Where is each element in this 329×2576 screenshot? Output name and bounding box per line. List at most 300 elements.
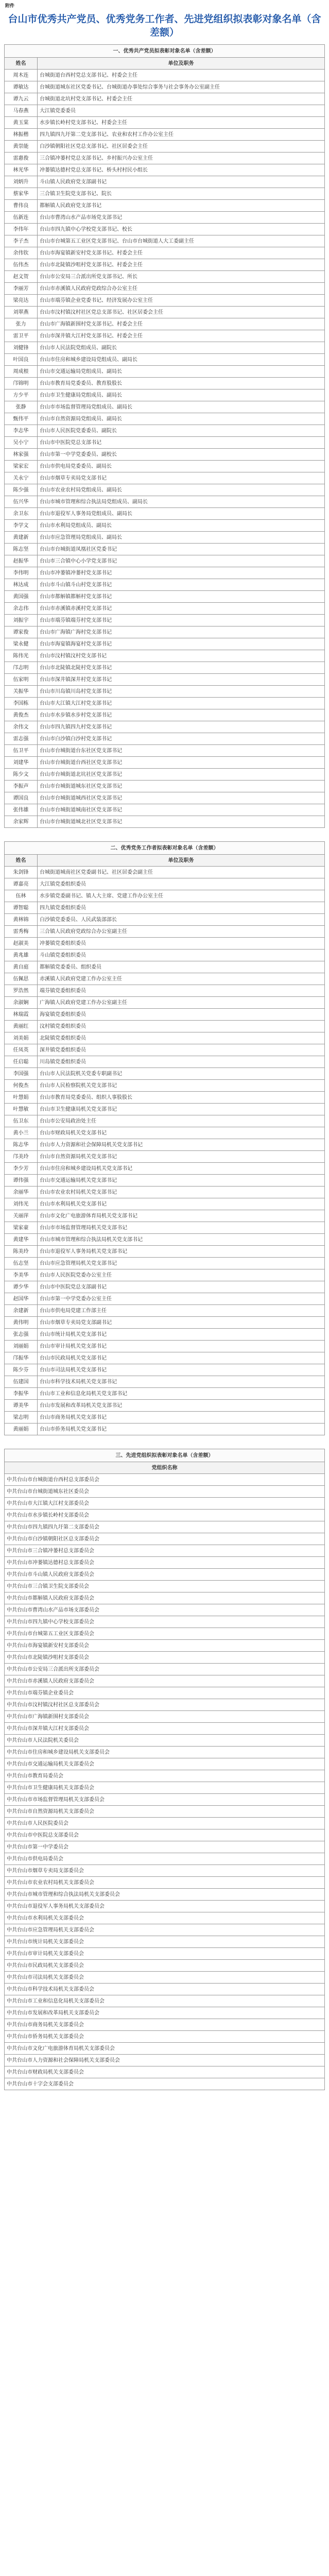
person-position: 台山市第一中学党委委员、副校长 xyxy=(38,449,325,461)
table-row xyxy=(5,81,325,93)
person-position: 台山市自然资源局党组成员、副局长 xyxy=(38,413,325,425)
person-name: 关永宁 xyxy=(5,472,38,484)
table-row xyxy=(5,366,325,378)
organization-name: 中共台山市供电局委员会 xyxy=(5,1853,325,1865)
person-name: 李国栋 xyxy=(5,698,38,709)
person-name: 张静 xyxy=(5,401,38,413)
table-row xyxy=(5,1829,325,1841)
person-position: 台城街道台西村党总支部书记、村委会主任 xyxy=(38,70,325,81)
person-position: 三合镇冲蒌村党总支部书记、乡村振兴办公室主任 xyxy=(38,152,325,164)
table-row xyxy=(5,757,325,769)
organization-name: 中共台山市都斛镇人民政府支部委员会 xyxy=(5,1592,325,1604)
organization-name: 中共台山市曹湾山水产品市场支部委员会 xyxy=(5,1604,325,1616)
party-organizations-table xyxy=(4,1449,325,2090)
person-position: 台山市广海镇广海村党支部书记 xyxy=(38,626,325,638)
table-row xyxy=(5,1652,325,1664)
person-position: 台山市水利局党组成员、副局长 xyxy=(38,520,325,532)
table-row xyxy=(5,1352,325,1364)
column-header-name: 姓名 xyxy=(5,855,38,867)
table-row xyxy=(5,1246,325,1258)
party-members-table xyxy=(4,44,325,828)
table-row xyxy=(5,950,325,961)
table-row xyxy=(5,985,325,997)
person-position: 台山市发展和改革局机关党支部书记 xyxy=(38,1400,325,1412)
table-row xyxy=(5,1234,325,1246)
person-name: 叶慧敏 xyxy=(5,1104,38,1115)
person-name: 余伟钦 xyxy=(5,247,38,259)
table-row xyxy=(5,105,325,117)
person-name: 伍佩思 xyxy=(5,973,38,985)
organization-name: 中共台山市商务局机关支部委员会 xyxy=(5,2019,325,2031)
person-name: 刘建华 xyxy=(5,757,38,769)
person-position: 端芬镇党委组织委员 xyxy=(38,985,325,997)
table-row xyxy=(5,709,325,721)
table-row xyxy=(5,1139,325,1151)
table-row xyxy=(5,973,325,985)
person-name: 伍卫平 xyxy=(5,745,38,757)
person-position: 台山市海宴镇新安村党支部书记、村委会主任 xyxy=(38,247,325,259)
table-row xyxy=(5,1092,325,1104)
table-row xyxy=(5,413,325,425)
table-row xyxy=(5,1592,325,1604)
person-name: 林振楷 xyxy=(5,129,38,141)
person-name: 刘伟光 xyxy=(5,1198,38,1210)
table-row xyxy=(5,1960,325,1972)
table-row xyxy=(5,1557,325,1569)
table-row xyxy=(5,1281,325,1293)
table-row xyxy=(5,1269,325,1281)
person-position: 台山市汶村镇汶村党支部书记 xyxy=(38,650,325,662)
person-name: 伍卫东 xyxy=(5,1115,38,1127)
person-name: 余家辉 xyxy=(5,816,38,828)
person-name: 梁家宏 xyxy=(5,461,38,472)
person-position: 三合镇卫生院党支部书记、院长 xyxy=(38,188,325,200)
table-row xyxy=(5,926,325,938)
person-position: 台山市冲蒌镇冲蒌村党支部书记 xyxy=(38,567,325,579)
table-row xyxy=(5,425,325,437)
table-row xyxy=(5,1329,325,1341)
organization-name: 中共台山市发展和改革局机关支部委员会 xyxy=(5,2007,325,2019)
table-row xyxy=(5,283,325,295)
table-row xyxy=(5,472,325,484)
person-position: 台山市城市管理和综合执法局机关党支部书记 xyxy=(38,1234,325,1246)
person-position: 白沙镇朝阳社区党总支部书记、社区居委会主任 xyxy=(38,141,325,152)
person-position: 台山市人民法院党组成员、副院长 xyxy=(38,342,325,354)
person-name: 余伟文 xyxy=(5,721,38,733)
table-row xyxy=(5,1699,325,1711)
person-name: 邝振华 xyxy=(5,1352,38,1364)
table-row xyxy=(5,1068,325,1080)
section-heading: 二、优秀党务工作者拟表彰对象名单（含差额） xyxy=(5,842,325,855)
table-row xyxy=(5,389,325,401)
attachment-label: 附件 xyxy=(5,4,15,9)
table-row xyxy=(5,152,325,164)
table-row xyxy=(5,686,325,698)
person-position: 台山市大江镇大江村党支部书记 xyxy=(38,698,325,709)
person-position: 台山市端芬镇企业党委书记、经济发展办公室主任 xyxy=(38,295,325,307)
person-position: 台山市烟草专卖局党支部书记 xyxy=(38,472,325,484)
section-heading: 三、先进党组织拟表彰对象名单（含差额） xyxy=(5,1449,325,1462)
organization-name: 中共台山市交通运输局机关支部委员会 xyxy=(5,1758,325,1770)
table-row xyxy=(5,1924,325,1936)
person-position: 台山市民政局机关党支部书记 xyxy=(38,1352,325,1364)
person-name: 伍志坚 xyxy=(5,1258,38,1269)
table-row xyxy=(5,401,325,413)
table-row xyxy=(5,1021,325,1032)
table-row xyxy=(5,733,325,745)
table-row xyxy=(5,914,325,926)
organization-name: 中共台山市广海镇新围村支部委员会 xyxy=(5,1711,325,1723)
person-name: 黄兆雄 xyxy=(5,950,38,961)
organization-name: 中共台山市财政局机关支部委员会 xyxy=(5,2066,325,2078)
organization-name: 中共台山市科学技术局机关支部委员会 xyxy=(5,1984,325,1995)
organization-name: 中共台山市文化广电旅游体育局机关支部委员会 xyxy=(5,2043,325,2055)
person-position: 冲蒌镇党委组织委员 xyxy=(38,938,325,950)
table-row xyxy=(5,792,325,804)
person-position: 台山市赤溪镇人民政府党政综合办公室主任 xyxy=(38,283,325,295)
person-name: 谭九云 xyxy=(5,93,38,105)
person-position: 赤溪镇人民政府党建工作办公室主任 xyxy=(38,973,325,985)
table-row xyxy=(5,1222,325,1234)
table-row xyxy=(5,1865,325,1877)
document-title: 台山市优秀共产党员、优秀党务工作者、先进党组织拟表彰对象名单（含差额） xyxy=(8,13,321,38)
person-position: 台山市四九镇中心学校党支部书记、校长 xyxy=(38,224,325,235)
organization-name: 中共台山市退役军人事务局机关支部委员会 xyxy=(5,1901,325,1912)
person-position: 台山市应急管理局党组成员、副局长 xyxy=(38,532,325,544)
person-name: 林瑞霞 xyxy=(5,1009,38,1021)
organization-name: 中共台山市斗山镇人民政府支部委员会 xyxy=(5,1569,325,1581)
table-row xyxy=(5,1044,325,1056)
person-position: 大江镇党委组织委员 xyxy=(38,878,325,890)
party-members-rows xyxy=(5,70,325,828)
table-row xyxy=(5,1901,325,1912)
person-name: 蔡家华 xyxy=(5,188,38,200)
table-row xyxy=(5,141,325,152)
table-row xyxy=(5,1806,325,1818)
table-row xyxy=(5,129,325,141)
person-position: 台山市台城街道城东社区党支部书记 xyxy=(38,781,325,792)
person-name: 陈志华 xyxy=(5,1139,38,1151)
table-row xyxy=(5,1889,325,1901)
person-name: 陈少芬 xyxy=(5,1364,38,1376)
person-name: 吴小宁 xyxy=(5,437,38,449)
table-row xyxy=(5,1317,325,1329)
table-row xyxy=(5,816,325,828)
person-name: 梁家豪 xyxy=(5,1222,38,1234)
person-position: 台山市人民医院党委办公室主任 xyxy=(38,1269,325,1281)
person-position: 四九镇四九圩第二党支部书记、农业和农村工作办公室主任 xyxy=(38,129,325,141)
organization-name: 中共台山市四九镇四九圩第二支部委员会 xyxy=(5,1521,325,1533)
person-position: 台山市教育局党委委员、组织人事股股长 xyxy=(38,1092,325,1104)
person-position: 水步镇党委副书记、镇人大主席、党建工作办公室主任 xyxy=(38,890,325,902)
person-name: 梁亮达 xyxy=(5,295,38,307)
table-row xyxy=(5,1604,325,1616)
table-row xyxy=(5,1175,325,1187)
person-name: 陈志坚 xyxy=(5,544,38,555)
person-position: 台山市工业和信息化局机关党支部书记 xyxy=(38,1388,325,1400)
table-row xyxy=(5,1640,325,1652)
person-name: 陈美玲 xyxy=(5,1246,38,1258)
table-row xyxy=(5,1423,325,1435)
person-name: 黄小兰 xyxy=(5,1127,38,1139)
table-row xyxy=(5,1723,325,1735)
person-position: 汶村镇党委组织委员 xyxy=(38,1021,325,1032)
person-name: 陈少文 xyxy=(5,769,38,781)
table-row xyxy=(5,662,325,674)
table-row xyxy=(5,1581,325,1592)
table-row xyxy=(5,1972,325,1984)
organization-name: 中共台山市海宴镇新安村支部委员会 xyxy=(5,1640,325,1652)
organization-name: 中共台山市司法局机关支部委员会 xyxy=(5,1972,325,1984)
table-row xyxy=(5,295,325,307)
table-row xyxy=(5,1151,325,1163)
table-row xyxy=(5,1984,325,1995)
party-organizations-rows xyxy=(5,1474,325,2090)
person-name: 伍新连 xyxy=(5,212,38,224)
person-position: 台山市公安局三合派出所党支部书记、所长 xyxy=(38,271,325,283)
person-name: 谭嘉亮 xyxy=(5,878,38,890)
person-position: 台山市教育局党委委员、教育股股长 xyxy=(38,378,325,389)
person-position: 广海镇人民政府党建工作办公室副主任 xyxy=(38,997,325,1009)
table-row xyxy=(5,674,325,686)
table-row xyxy=(5,1948,325,1960)
table-row xyxy=(5,200,325,212)
table-row xyxy=(5,1104,325,1115)
organization-name: 中共台山市审计局机关支部委员会 xyxy=(5,1948,325,1960)
person-name: 任启聪 xyxy=(5,1056,38,1068)
organization-name: 中共台山市城市管理和综合执法局机关支部委员会 xyxy=(5,1889,325,1901)
table-row xyxy=(5,2055,325,2066)
person-name: 余丽华 xyxy=(5,1187,38,1198)
person-position: 台山市广海镇新围村党支部书记、村委会主任 xyxy=(38,318,325,330)
person-position: 台山市端芬镇端芬村党支部书记 xyxy=(38,615,325,626)
table-row xyxy=(5,224,325,235)
table-row xyxy=(5,1995,325,2007)
person-position: 台山市商务局机关党支部书记 xyxy=(38,1412,325,1423)
person-name: 陈少强 xyxy=(5,484,38,496)
person-name: 梁志明 xyxy=(5,1412,38,1423)
table-row xyxy=(5,1412,325,1423)
table-row xyxy=(5,449,325,461)
table-row xyxy=(5,890,325,902)
table-row xyxy=(5,1664,325,1675)
person-name: 黄玉棠 xyxy=(5,117,38,129)
person-name: 黄俊杰 xyxy=(5,709,38,721)
person-name: 张力 xyxy=(5,318,38,330)
table-row xyxy=(5,1533,325,1545)
table-row xyxy=(5,961,325,973)
person-position: 斗山镇人民政府党支部副书记 xyxy=(38,176,325,188)
person-name: 谭国良 xyxy=(5,792,38,804)
table-row xyxy=(5,271,325,283)
table-row xyxy=(5,781,325,792)
table-row xyxy=(5,247,325,259)
table-row xyxy=(5,1521,325,1533)
person-position: 台山市退役军人事务局党组成员、副局长 xyxy=(38,508,325,520)
person-position: 台山市交通运输局党组成员、副局长 xyxy=(38,366,325,378)
table-row xyxy=(5,307,325,318)
table-row xyxy=(5,650,325,662)
person-position: 台山市中医院党总支部书记 xyxy=(38,437,325,449)
table-row xyxy=(5,544,325,555)
table-row xyxy=(5,437,325,449)
person-name: 马春燕 xyxy=(5,105,38,117)
table-row xyxy=(5,378,325,389)
column-header-position: 单位及职务 xyxy=(38,58,325,70)
person-name: 赵国华 xyxy=(5,1293,38,1305)
person-position: 台山市供电局党建工作部主任 xyxy=(38,1305,325,1317)
table-row xyxy=(5,1474,325,1486)
table-row xyxy=(5,2066,325,2078)
table-row xyxy=(5,745,325,757)
table-row xyxy=(5,626,325,638)
organization-name: 中共台山市四九镇中心学校支部委员会 xyxy=(5,1616,325,1628)
person-position: 台山市科学技术局机关党支部书记 xyxy=(38,1376,325,1388)
person-name: 伍建国 xyxy=(5,1376,38,1388)
organization-name: 中共台山市市场监督管理局机关支部委员会 xyxy=(5,1794,325,1806)
person-position: 台山市台城街道城北社区党支部书记 xyxy=(38,816,325,828)
table-row xyxy=(5,342,325,354)
table-row xyxy=(5,93,325,105)
table-row xyxy=(5,1616,325,1628)
person-position: 水步镇长岭村党支部书记、村委会主任 xyxy=(38,117,325,129)
person-position: 台山市农业农村局机关党支部书记 xyxy=(38,1187,325,1198)
person-position: 台山市农业农村局党组成员、副局长 xyxy=(38,484,325,496)
person-position: 台山市统计局机关党支部书记 xyxy=(38,1329,325,1341)
table-row xyxy=(5,1341,325,1352)
organization-name: 中共台山市统计局机关支部委员会 xyxy=(5,1936,325,1948)
table-row xyxy=(5,532,325,544)
table-row xyxy=(5,1735,325,1747)
person-position: 台山市卫生健康局机关党支部书记 xyxy=(38,1104,325,1115)
person-position: 三合镇人民政府党政综合办公室副主任 xyxy=(38,926,325,938)
organization-name: 中共台山市自然资源局机关支部委员会 xyxy=(5,1806,325,1818)
person-position: 台山市公安局政治处主任 xyxy=(38,1115,325,1127)
person-position: 台山市交通运输局机关党支部书记 xyxy=(38,1175,325,1187)
person-position: 台山市自然资源局机关党支部书记 xyxy=(38,1151,325,1163)
table-row xyxy=(5,2043,325,2055)
person-position: 北陡镇党委组织委员 xyxy=(38,1032,325,1044)
table-row xyxy=(5,1009,325,1021)
person-position: 台山市台城街道北坑社区党支部书记 xyxy=(38,769,325,781)
table-row xyxy=(5,1080,325,1092)
table-row xyxy=(5,164,325,176)
table-row xyxy=(5,70,325,81)
person-position: 海宴镇党委组织委员 xyxy=(38,1009,325,1021)
person-name: 李国强 xyxy=(5,1068,38,1080)
person-name: 张志强 xyxy=(5,1329,38,1341)
person-position: 台山市川岛镇川岛村党支部书记 xyxy=(38,686,325,698)
person-name: 林家强 xyxy=(5,449,38,461)
person-position: 台山市台城街道台西社区党支部书记 xyxy=(38,757,325,769)
person-position: 台山市台城街道城南社区党支部书记 xyxy=(38,804,325,816)
organization-name: 中共台山市深井镇大江村支部委员会 xyxy=(5,1723,325,1735)
organization-name: 中共台山市卫生健康局机关支部委员会 xyxy=(5,1782,325,1794)
person-position: 大江镇党委委员 xyxy=(38,105,325,117)
person-position: 冲蒌镇达德村党总支部书记、桥头村村民小组长 xyxy=(38,164,325,176)
person-name: 曹伟良 xyxy=(5,200,38,212)
person-position: 台山市深井镇大江村党支部书记、村委会主任 xyxy=(38,330,325,342)
table-row xyxy=(5,212,325,224)
person-name: 梁永健 xyxy=(5,638,38,650)
organization-name: 中共台山市台城街道城东社区委员会 xyxy=(5,1486,325,1498)
person-position: 台山市都斛镇都斛村党支部书记 xyxy=(38,591,325,603)
person-position: 台山市台城街道城西社区党支部书记 xyxy=(38,792,325,804)
organization-name: 中共台山市农业农村局机关支部委员会 xyxy=(5,1877,325,1889)
organization-name: 中共台山市三合镇冲蒌村总支部委员会 xyxy=(5,1545,325,1557)
table-row xyxy=(5,1770,325,1782)
person-position: 台山市烟草专卖局党支部副书记 xyxy=(38,1317,325,1329)
person-name: 谭敏达 xyxy=(5,81,38,93)
person-position: 台山市台城街道凤凰社区党委书记 xyxy=(38,544,325,555)
person-name: 何俊杰 xyxy=(5,1080,38,1092)
person-name: 李学文 xyxy=(5,520,38,532)
person-position: 台山市水利局机关党支部书记 xyxy=(38,1198,325,1210)
person-name: 黄崇能 xyxy=(5,141,38,152)
person-position: 台山市侨务局机关党支部书记 xyxy=(38,1423,325,1435)
person-position: 台山市人力资源和社会保障局机关党支部书记 xyxy=(38,1139,325,1151)
person-position: 白沙镇党委委员、人民武装部部长 xyxy=(38,914,325,926)
table-row xyxy=(5,638,325,650)
person-name: 雷惠俊 xyxy=(5,152,38,164)
person-name: 李子杰 xyxy=(5,235,38,247)
person-name: 周成根 xyxy=(5,366,38,378)
person-name: 邝美玲 xyxy=(5,1151,38,1163)
organization-name: 中共台山市水步镇长岭村支部委员会 xyxy=(5,1510,325,1521)
person-position: 台山市台城街道台东社区党支部书记 xyxy=(38,745,325,757)
person-name: 刘振宇 xyxy=(5,615,38,626)
organization-name: 中共台山市人民法院机关委员会 xyxy=(5,1735,325,1747)
person-name: 李志华 xyxy=(5,425,38,437)
organization-name: 中共台山市烟草专卖局支部委员会 xyxy=(5,1865,325,1877)
table-row xyxy=(5,1032,325,1044)
table-row xyxy=(5,461,325,472)
organization-name: 中共台山市三合镇卫生院支部委员会 xyxy=(5,1581,325,1592)
table-row xyxy=(5,1127,325,1139)
person-name: 赵淑美 xyxy=(5,938,38,950)
person-name: 雷志强 xyxy=(5,733,38,745)
person-name: 赵文贺 xyxy=(5,271,38,283)
person-name: 周木连 xyxy=(5,70,38,81)
table-row xyxy=(5,1198,325,1210)
person-position: 台城街道北坑村党支部书记、村委会主任 xyxy=(38,93,325,105)
person-name: 黄建华 xyxy=(5,1234,38,1246)
person-name: 李伟年 xyxy=(5,224,38,235)
person-position: 台山市供电局党委委员、副局长 xyxy=(38,461,325,472)
table-row xyxy=(5,2019,325,2031)
table-row xyxy=(5,2007,325,2019)
person-name: 李少芳 xyxy=(5,1163,38,1175)
table-row xyxy=(5,555,325,567)
person-name: 朱剑锋 xyxy=(5,867,38,878)
person-position: 台山市人民检察院机关党支部书记 xyxy=(38,1080,325,1092)
table-row xyxy=(5,603,325,615)
table-row xyxy=(5,1163,325,1175)
person-name: 关丽萍 xyxy=(5,1210,38,1222)
person-position: 台山市第一中学党委办公室主任 xyxy=(38,1293,325,1305)
table-row xyxy=(5,117,325,129)
person-name: 谭家俊 xyxy=(5,626,38,638)
person-position: 台山市住房和城乡建设局机关党支部书记 xyxy=(38,1163,325,1175)
person-name: 邝锦明 xyxy=(5,378,38,389)
table-row xyxy=(5,1687,325,1699)
person-position: 台山市白沙镇白沙村党支部书记 xyxy=(38,733,325,745)
table-row xyxy=(5,1293,325,1305)
person-name: 黄丽娟 xyxy=(5,1423,38,1435)
organization-name: 中共台山市水利局机关支部委员会 xyxy=(5,1912,325,1924)
table-row xyxy=(5,997,325,1009)
table-row xyxy=(5,1400,325,1412)
